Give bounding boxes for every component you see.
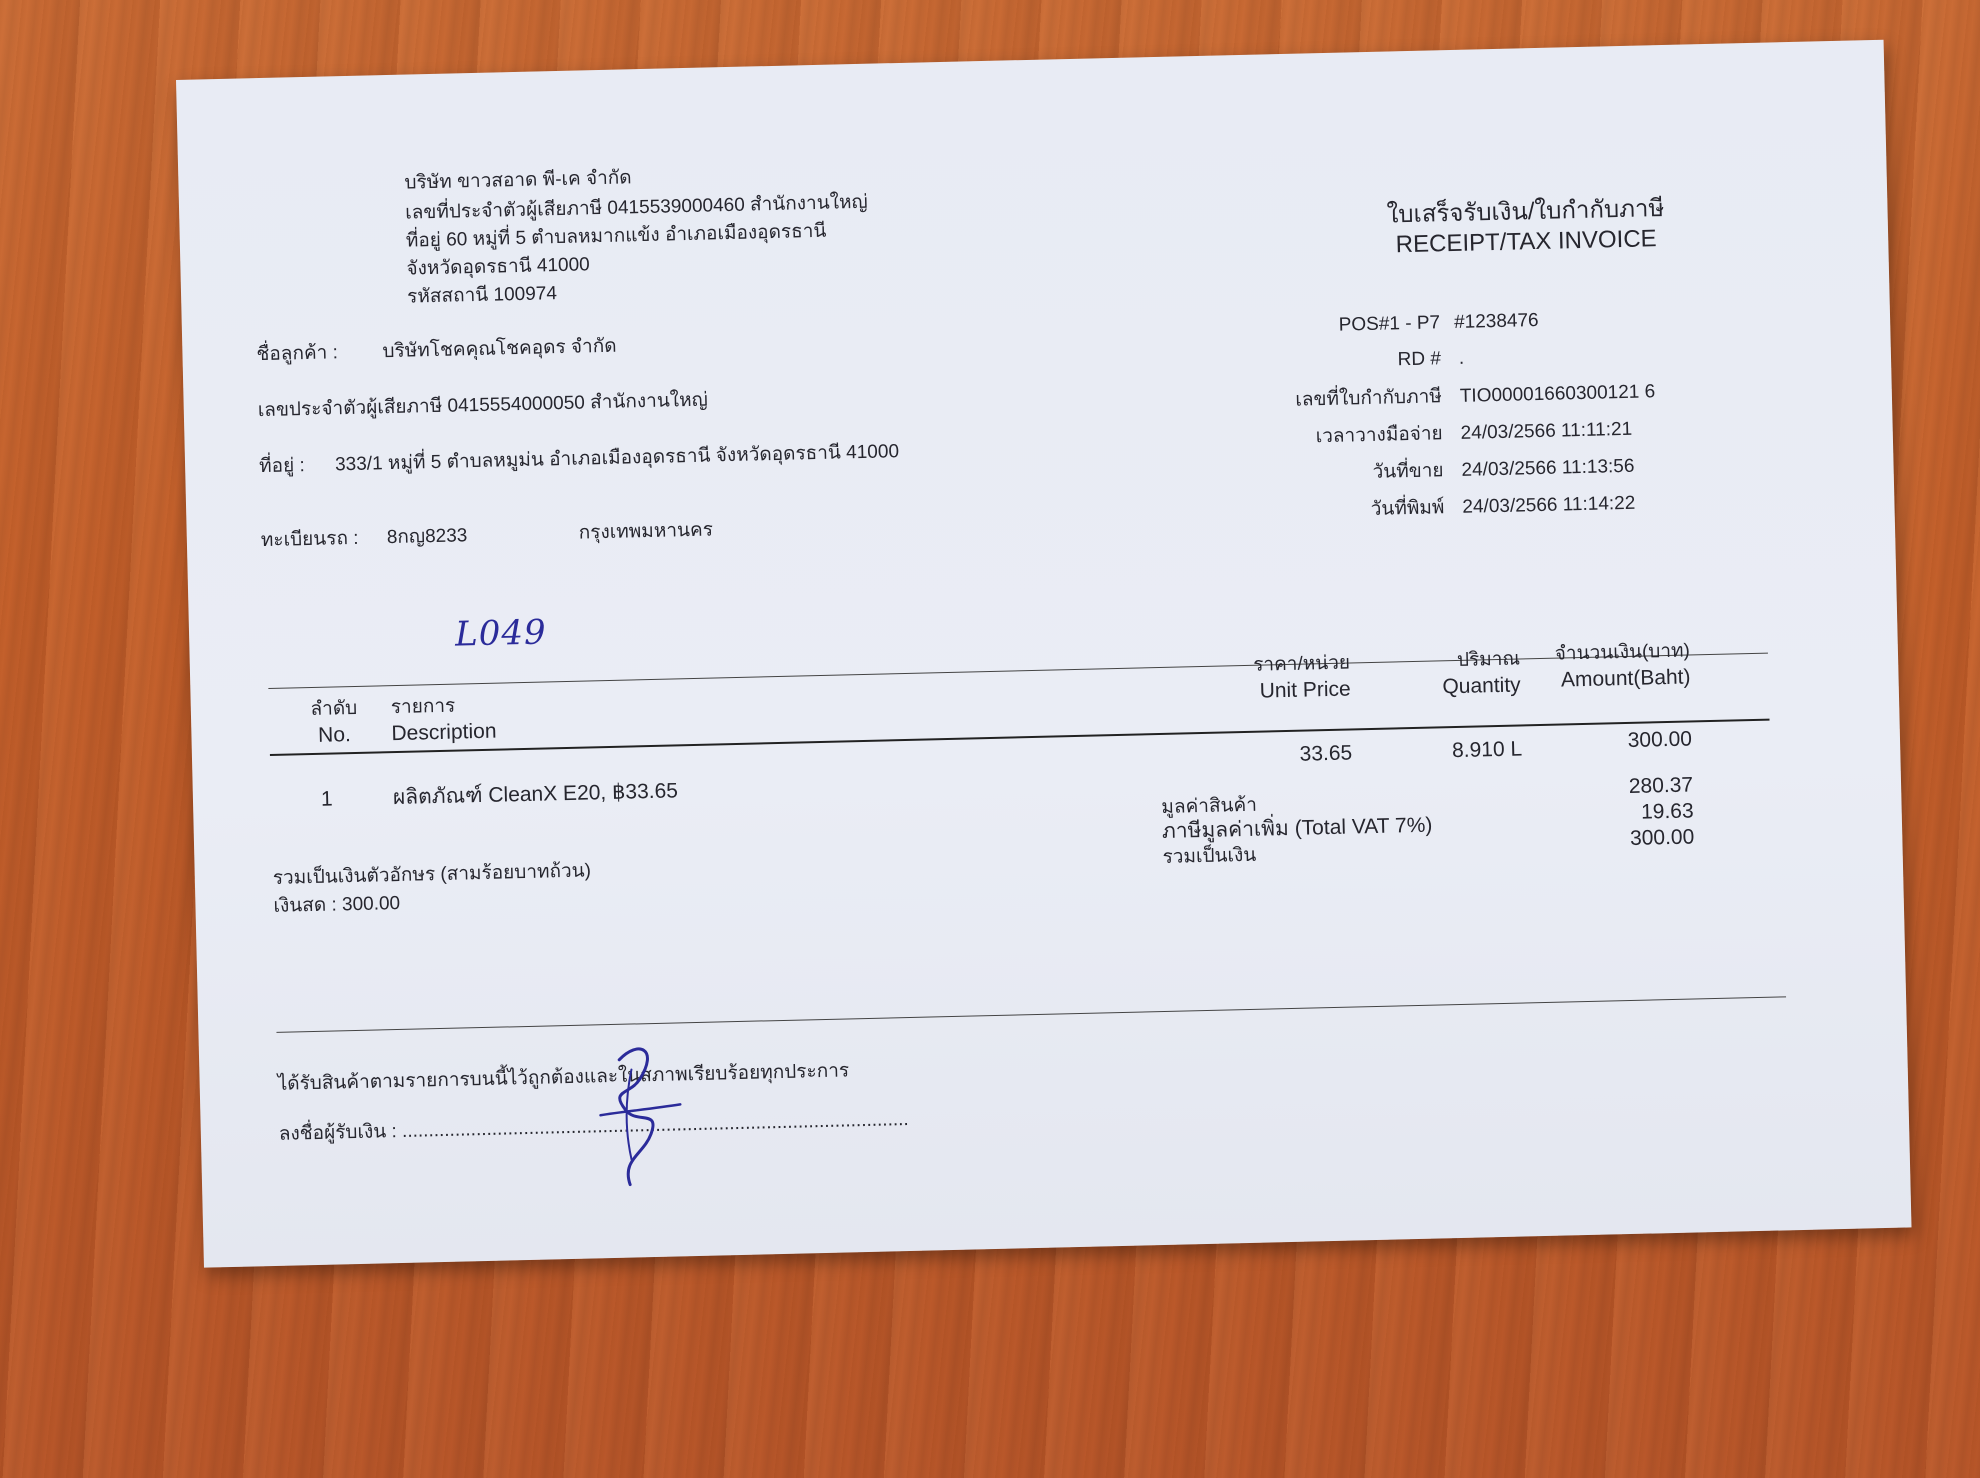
plate-number: 8กญ8233: [386, 525, 468, 549]
row-quantity: 8.910 L: [1451, 737, 1523, 763]
doc-title-english: RECEIPT/TAX INVOICE: [1395, 225, 1657, 259]
row-description: ผลิตภัณฑ์ CleanX E20, ฿33.65: [392, 779, 679, 810]
header-amount-th: จำนวนเงิน(บาท): [1554, 640, 1691, 665]
row-amount: 300.00: [1627, 727, 1693, 752]
header-qty-th: ปริมาณ: [1456, 648, 1521, 671]
customer-address-label: ที่อยู่ :: [258, 455, 306, 478]
row-no: 1: [320, 787, 333, 811]
company-address-line1: ที่อยู่ 60 หมู่ที่ 5 ตำบลหมากแข้ง อำเภอเมืองอุดรธานี: [405, 220, 827, 252]
customer-name-label: ชื่อลูกค้า :: [256, 342, 339, 366]
company-station-code: รหัสสถานี 100974: [406, 283, 558, 308]
meta-label: POS#1 - P7: [1338, 312, 1441, 336]
plate-province: กรุงเทพมหานคร: [578, 519, 714, 544]
header-price-th: ราคา/หน่วย: [1252, 652, 1351, 676]
header-desc-th: รายการ: [390, 695, 456, 719]
signature-scribble: [579, 1038, 693, 1191]
meta-label: RD #: [1397, 348, 1442, 371]
meta-value: 24/03/2566 11:11:21: [1460, 418, 1633, 444]
meta-value: 24/03/2566 11:14:22: [1462, 492, 1636, 518]
meta-value: 24/03/2566 11:13:56: [1461, 455, 1635, 481]
receipt-statement: ได้รับสินค้าตามรายการบนนี้ไว้ถูกต้องและในสภาพเรียบร้อยทุกประการ: [277, 1060, 850, 1095]
meta-label: เวลาวางมือจ่าย: [1315, 423, 1443, 448]
company-address-line2: จังหวัดอุดรธานี 41000: [406, 254, 590, 280]
customer-name: บริษัทโชคคุณโชคอุดร จำกัด: [382, 335, 617, 363]
meta-value: TIO00001660300121 6: [1459, 381, 1656, 407]
total-value: 300.00: [1629, 825, 1695, 850]
signature-line: ลงชื่อผู้รับเงิน : ................................................................................................: [278, 1109, 909, 1145]
header-qty-en: Quantity: [1442, 673, 1521, 699]
header-amount-en: Amount(Baht): [1560, 665, 1691, 692]
header-no-en: No.: [317, 723, 352, 747]
total-label: รวมเป็นเงิน: [1162, 844, 1257, 868]
subtotal-value: 280.37: [1628, 773, 1694, 798]
meta-label: วันที่พิมพ์: [1370, 497, 1445, 520]
receipt-paper: [176, 40, 1912, 1268]
meta-value: #1238476: [1453, 309, 1539, 333]
doc-title-thai: ใบเสร็จรับเงิน/ใบกำกับภาษี: [1386, 194, 1665, 229]
company-tax-id: เลขที่ประจำตัวผู้เสียภาษี 0415539000460 สำนักงานใหญ่: [404, 191, 868, 224]
plate-label: ทะเบียนรถ :: [260, 527, 359, 552]
amount-in-words: รวมเป็นเงินตัวอักษร (สามร้อยบาทถ้วน): [272, 860, 592, 889]
header-price-en: Unit Price: [1259, 677, 1351, 703]
meta-label: เลขที่ใบกำกับภาษี: [1295, 386, 1443, 411]
header-no-th: ลำดับ: [310, 697, 358, 721]
footer-rule: [276, 996, 1786, 1033]
vat-value: 19.63: [1640, 799, 1694, 824]
cash-amount: เงินสด : 300.00: [273, 892, 401, 917]
subtotal-label: มูลค่าสินค้า: [1161, 794, 1258, 818]
customer-tax-id: เลขประจำตัวผู้เสียภาษี 0415554000050 สำนักงานใหญ่: [257, 389, 709, 422]
vat-label: ภาษีมูลค่าเพิ่ม (Total VAT 7%): [1161, 813, 1433, 843]
handwritten-note: L049: [454, 612, 548, 655]
customer-address: 333/1 หมู่ที่ 5 ตำบลหมูม่น อำเภอเมืองอุดรธานี จังหวัดอุดรธานี 41000: [334, 441, 900, 476]
company-name: บริษัท ขาวสอาด พี-เค จำกัด: [404, 167, 632, 194]
row-unit-price: 33.65: [1299, 741, 1353, 766]
header-desc-en: Description: [391, 719, 497, 746]
meta-value: .: [1458, 347, 1465, 369]
meta-label: วันที่ขาย: [1372, 460, 1444, 483]
